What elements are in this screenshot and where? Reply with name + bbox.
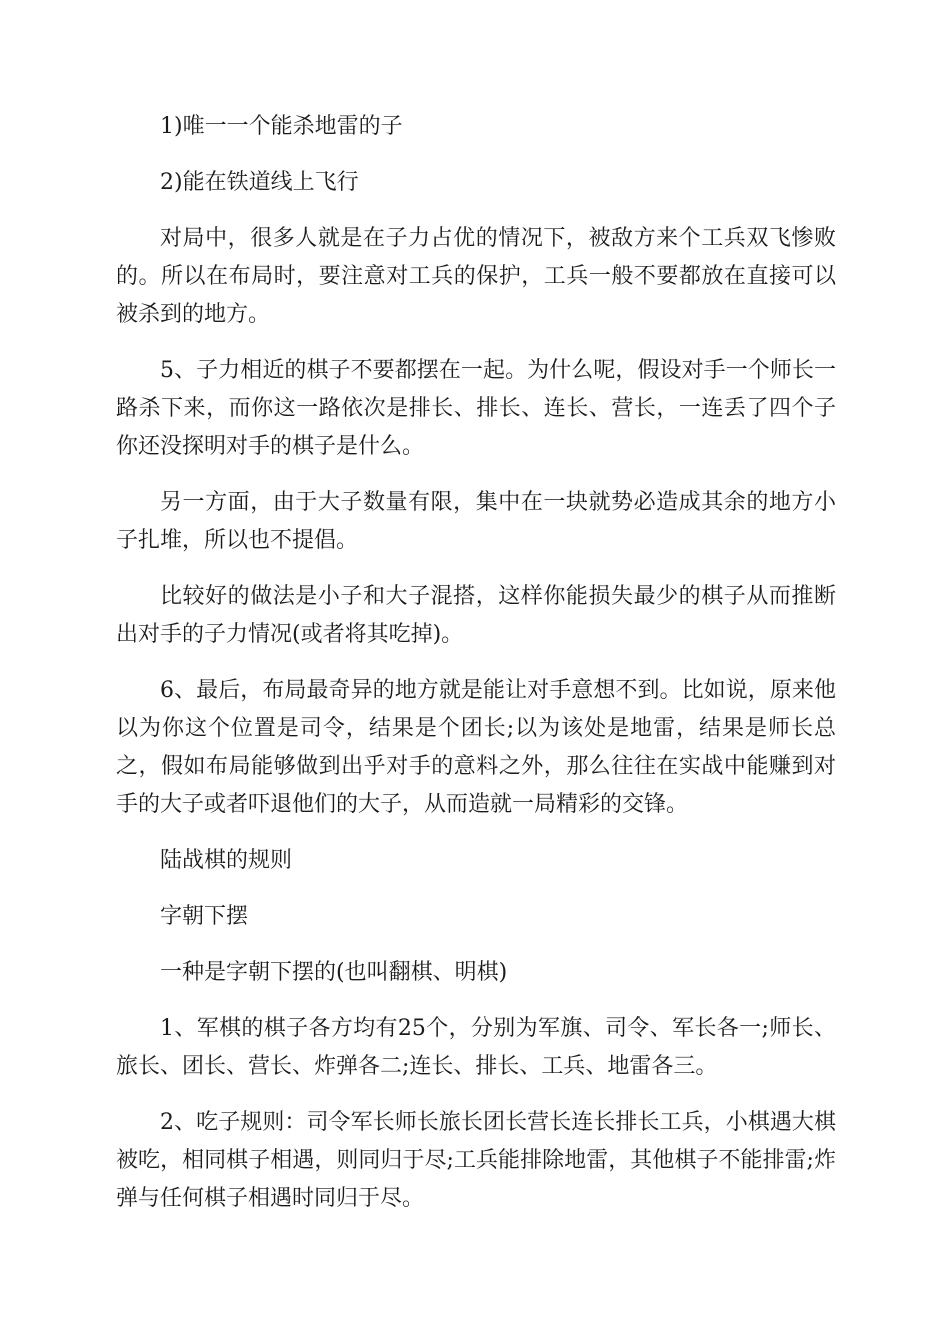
paragraph-11: 1、军棋的棋子各方均有25个，分别为军旗、司令、军长各一;师长、旅长、团长、营长、炸弹各二;连长、排长、工兵、地雷各三。 bbox=[116, 1016, 836, 1079]
paragraph-3: 对局中，很多人就是在子力占优的情况下，被敌方来个工兵双飞惨败的。所以在布局时，要注意对工兵的保护，工兵一般不要都放在直接可以被杀到的地方。 bbox=[116, 226, 836, 327]
paragraph-5: 另一方面，由于大子数量有限，集中在一块就势必造成其余的地方小子扎堆，所以也不提倡。 bbox=[116, 490, 836, 553]
paragraph-12: 2、吃子规则：司令军长师长旅长团长营长连长排长工兵，小棋遇大棋被吃，相同棋子相遇，则同归于尽;工兵能排除地雷，其他棋子不能排雷;炸弹与任何棋子相遇时同归于尽。 bbox=[116, 1110, 836, 1211]
paragraph-1: 1)唯一一个能杀地雷的子 bbox=[160, 114, 403, 139]
paragraph-6: 比较好的做法是小子和大子混搭，这样你能损失最少的棋子从而推断出对手的子力情况(或者将其吃掉)。 bbox=[116, 584, 836, 647]
section-heading-rules: 陆战棋的规则 bbox=[160, 848, 293, 873]
subheading-face-down: 字朝下摆 bbox=[160, 904, 249, 929]
paragraph-10: 一种是字朝下摆的(也叫翻棋、明棋) bbox=[160, 960, 508, 985]
paragraph-4: 5、子力相近的棋子不要都摆在一起。为什么呢，假设对手一个师长一路杀下来，而你这一路依次是排长、排长、连长、营长，一连丢了四个子你还没探明对手的棋子是什么。 bbox=[116, 358, 836, 459]
paragraph-2: 2)能在铁道线上飞行 bbox=[160, 170, 359, 195]
paragraph-7: 6、最后，布局最奇异的地方就是能让对手意想不到。比如说，原来他以为你这个位置是司令，结果是个团长;以为该处是地雷，结果是师长总之，假如布局能够做到出乎对手的意料之外，那么往往在实战中能赚到对手的大子或者吓退他们的大子，从而造就一局精彩的交锋。 bbox=[116, 678, 836, 817]
document-body bbox=[116, 108, 836, 1236]
